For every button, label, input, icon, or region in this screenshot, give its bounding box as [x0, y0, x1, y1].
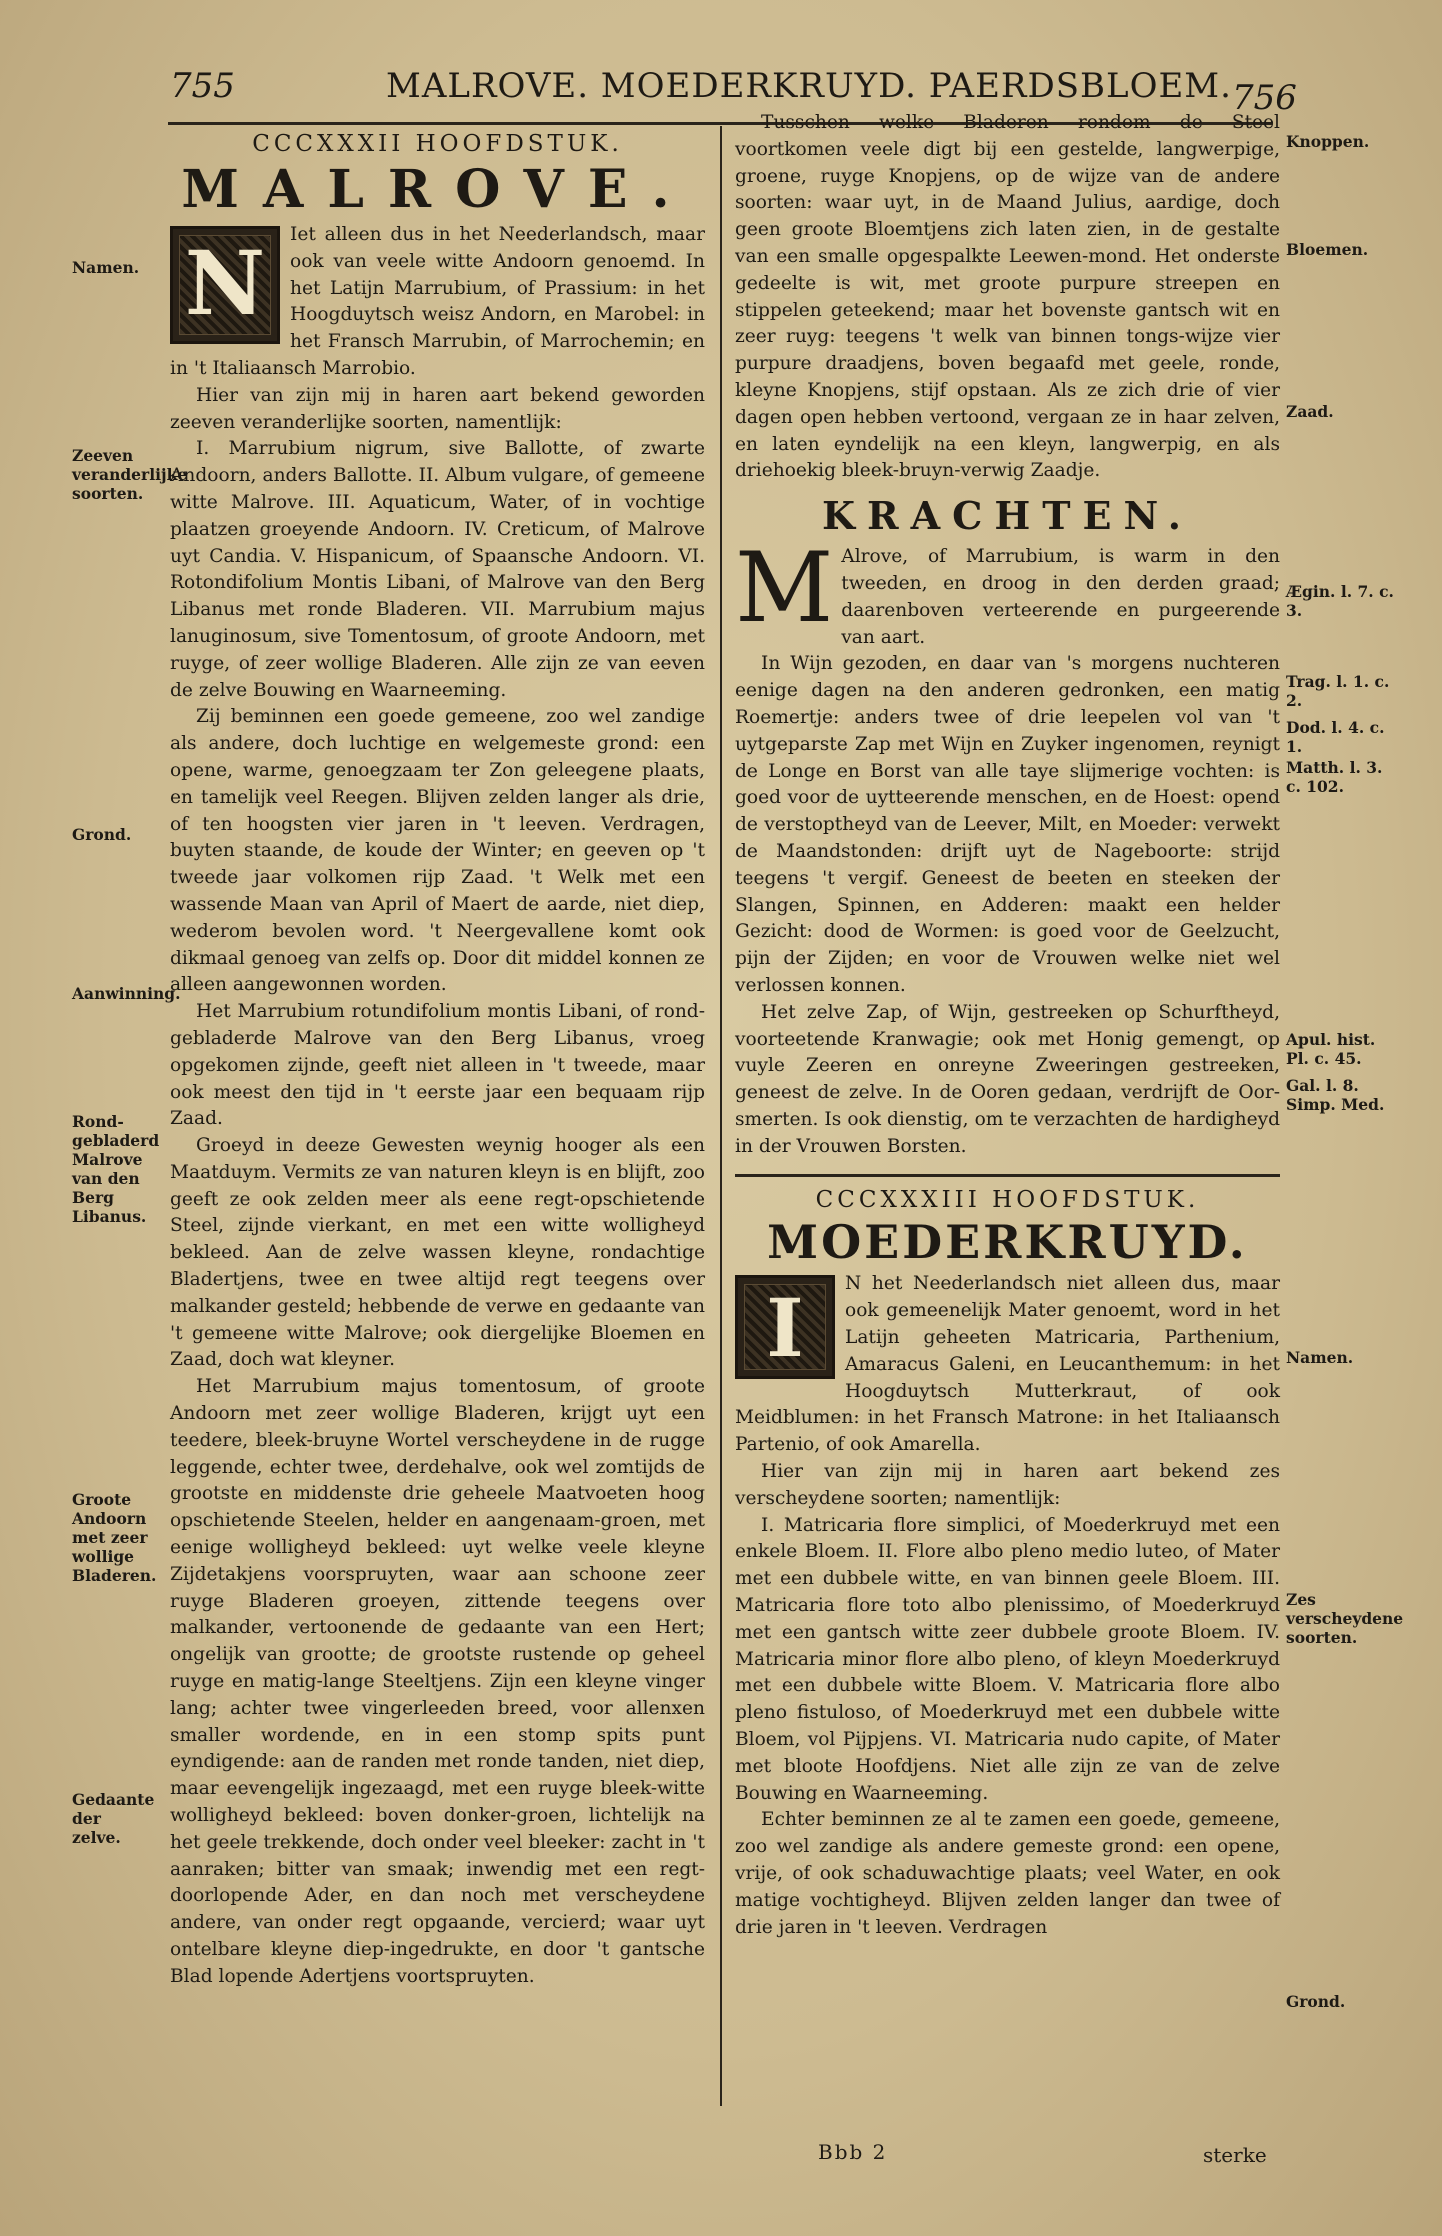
- margin-note-gal: Gal. l. 8. Simp. Med.: [1286, 1076, 1385, 1114]
- margin-note-aegin: Ægin. l. 7. c. 3.: [1286, 582, 1394, 620]
- paragraph: Iet alleen dus in het Neederlandsch, maar ook van veele witte Andoorn genoemd. In het Latijn Marrubium, of Prassium: in het Hoogduytsch weisz Andorn, en Marobel: in het Fransch Marrubin, of Marrochemin; en in 't Italiaansch Marrobio.: [170, 224, 705, 379]
- left-column: [170, 125, 705, 1991]
- signature-mark: Bbb 2: [818, 2140, 888, 2164]
- chapter-heading-2: CCCXXXIII HOOFDSTUK.: [815, 1187, 1200, 1214]
- initial-letter-2: I: [766, 1281, 804, 1376]
- right-column: [735, 110, 1280, 1941]
- paragraph: I. Matricaria flore simplici, of Moederkruyd met een enkele Bloem. II. Flore albo pleno medio luteo, of Mater met een dubbele witte, en van binnen geele Bloem. III. Matricaria flore toto albo plenissimo, of Moederkruyd met een gantsch witte zeer dubbele groote Bloem. IV. Matricaria minor flore albo pleno, of kleyn Moederkruyd met een dubbele witte Bloem. V. Matricaria flore albo pleno fistuloso, of Moederkruyd met een dubbele witte Bloem, vol Pijpjens. VI. Matricaria nudo capite, of Mater met bloote Hoofdjens. Niet alle zijn ze van de zelve Bouwing en Waarneeming.: [735, 1514, 1280, 1804]
- margin-note-trag: Trag. l. 1. c. 2.: [1286, 672, 1390, 710]
- column-rule: [720, 126, 722, 2106]
- margin-note-zes-soorten: Zes verscheydene soorten.: [1286, 1590, 1404, 1647]
- margin-note-namen-2: Namen.: [1286, 1348, 1354, 1367]
- paragraph: N het Neederlandsch niet alleen dus, maar ook gemeenelijk Mater genoemt, word in het Latijn geheeten Matricaria, Parthenium, Amaracus Galeni, en Leucanthemum: in het Hoogduytsch Mutterkraut, of ook Meidblumen: in het Fransch Matrone: in het Italiaansch Partenio, of ook Amarella.: [735, 1273, 1280, 1456]
- paragraph: Echter beminnen ze al te zamen een goede, gemeene, zoo wel zandige als andere gemeste grond: een opene, vrije, of ook schaduwachtige plaats; veel Water, en ook matige vochtigheyd. Blijven zelden langer dan twee of drie jaren in 't leeven. Verdragen: [735, 1809, 1280, 1938]
- margin-note-matth: Matth. l. 3. c. 102.: [1286, 758, 1383, 796]
- margin-note-apul: Apul. hist. Pl. c. 45.: [1286, 1030, 1376, 1068]
- paragraph: Hier van zijn mij in haren aart bekend geworden zeeven veranderlijke soorten, namentlijk:: [170, 384, 705, 433]
- section-divider: [735, 1174, 1280, 1177]
- paragraph: Het Marrubium rotundifolium montis Libani, of rond-gebladerde Malrove van den Berg Libanus, vroeg opgekomen zijnde, geeft niet alleen in 't tweede, maar ook meest den tijd in 't eerste jaar een bequaam rijp Zaad.: [170, 1001, 705, 1130]
- paragraph: Groeyd in deeze Gewesten weynig hooger als een Maatduym. Vermits ze van naturen kleyn is en blijft, zoo geeft ze ook zelden meer als eene regt-opschietende Steel, zijnde vierkant, en met een witte wolligheyd bekleed. Aan de zelve wassen kleyne, rondachtige Bladertjens, twee en twee altijd regt teegens over malkander gesteld; hebbende de verwe en gedaante van 't gemeene witte Malrove; ook diergelijke Bloemen en Zaad, doch wat kleyner.: [170, 1135, 705, 1371]
- page-number-right: 756: [1232, 78, 1297, 118]
- paragraph: Het Marrubium majus tomentosum, of groote Andoorn met zeer wollige Bladeren, krijgt uyt een teedere, bleek-bruyne Wortel verscheydene in de rugge leggende, echter twee, derdehalve, ook wel zomtijds de grootste en middenste drie geheele Maatvoeten hoog opschietende Steelen, helder en aangenaam-groen, met eenige wolligheyd bekleed: uyt welke veele kleyne Zijdetakjens voorspruyten, waar aan schoone zeer ruyge Bladeren groeyen, zittende teegens over malkander, vertoonende de gedaante van een Hert; ongelijk van grootte; de grootste rustende op geheel ruyge en matig-lange Steeltjens. Zijn een kleyne vinger lang; achter twee vingerleeden breed, voor allenxen smaller wordende, en in een stomp spits punt eyndigende: aan de randen met ronde tanden, niet diep, maar eevengelijk ingezaagd, met een ruyge bleek-witte wolligheyd bekleed: boven donker-groen, lichtelijk na het geele trekkende, doch onder veel bleeker: zacht in 't aanraken; bitter van smaak; inwendig met een regt-doorlopende Ader, en dan noch met verscheydene andere, van onder regt opgaande, vercierd; waar uyt ontelbare kleyne diep-ingedrukte, en door 't gantsche Blad lopende Adertjens voortspruyten.: [170, 1376, 705, 1987]
- margin-note-aanwinning: Aanwinning.: [72, 984, 181, 1003]
- chapter-heading: CCCXXXII HOOFDSTUK.: [252, 131, 623, 157]
- chapter-title: MALROVE.: [181, 159, 694, 220]
- initial-letter-m: M: [735, 532, 834, 645]
- margin-note-groote-andoorn: Groote Andoorn met zeer wollige Bladeren.: [72, 1490, 157, 1585]
- page-number-left: 755: [170, 66, 235, 106]
- paragraph: Hier van zijn mij in haren aart bekend zes verscheydene soorten; namentlijk:: [735, 1461, 1280, 1509]
- section-title-krachten: KRACHTEN.: [821, 493, 1193, 539]
- margin-note-rond-gebladerd: Rond-gebladerd Malrove van den Berg Libanus.: [72, 1112, 160, 1226]
- margin-note-dod: Dod. l. 4. c. 1.: [1286, 718, 1385, 756]
- margin-note-grond-2: Grond.: [1286, 1992, 1346, 2011]
- margin-note-zaad: Zaad.: [1286, 402, 1334, 421]
- ornamental-initial: [170, 226, 280, 344]
- paragraph: I. Marrubium nigrum, sive Ballotte, of zwarte Andoorn, anders Ballotte. II. Album vulgare, of gemeene witte Malrove. III. Aquaticum, Water, of in vochtige plaatzen groeyende Andoorn. IV. Creticum, of Malrove uyt Candia. V. Hispanicum, of Spaansche Andoorn. VI. Rotondifolium Montis Libani, of Malrove van den Berg Libanus met ronde Bladeren. VII. Marrubium majus lanuginosum, sive Tomentosum, of groote Andoorn, met ruyge, of zeer wollige Bladeren. Alle zijn ze van eeven de zelve Bouwing en Waarneeming.: [170, 438, 705, 701]
- margin-note-gedaante: Gedaante der zelve.: [72, 1790, 155, 1847]
- margin-note-knoppen: Knoppen.: [1286, 132, 1370, 151]
- catchword: sterke: [1203, 2143, 1267, 2167]
- chapter-title-2: MOEDERKRUYD.: [767, 1215, 1248, 1270]
- page-header: [0, 66, 1442, 116]
- paragraph: Het zelve Zap, of Wijn, gestreeken op Schurftheyd, voorteetende Kranwagie; ook met Honig gemengt, op vuyle Zeeren en onreyne Zweeringen gestreeken, geneest de zelve. In de Ooren gedaan, verdrijft de Oor-smerten. Is ook dienstig, om te verzachten de hardigheyd in der Vrouwen Borsten.: [735, 1001, 1280, 1157]
- initial-letter: N: [184, 231, 266, 335]
- margin-note-namen: Namen.: [72, 258, 140, 277]
- paragraph: In Wijn gezoden, en daar van 's morgens nuchteren eenige dagen na den anderen gedronken, een matig Roemertje: anders twee of drie leepelen vol van 't uytgeparste Zap met Wijn en Zuyker ingenomen, reynigt de Longe en Borst van alle taye slijmerige vochten: is goed voor de uytteerende menschen, en de Hoest: opend de verstoptheyd van de Leever, Milt, en Moeder: verwekt de Maandstonden: drijft uyt de Nageboorte: strijd teegens 't vergif. Geneest de beeten en steeken der Slangen, Spinnen, en Adderen: maakt een helder Gezicht: dood de Wormen: is goed voor de Geelzucht, pijn der Zijden; en voor de Vrouwen welke niet wel verlossen konnen.: [735, 653, 1280, 996]
- paragraph: Tusschen welke Bladeren rondom de Steel voortkomen veele digt bij een gestelde, langwerpige, groene, ruyge Knopjens, op de wijze van de andere soorten: waar uyt, in de Maand Julius, aardige, doch geen groote Bloemtjens zich laten zien, in de gestalte van een smalle opgespalkte Leewen-mond. Het onderste gedeelte is wit, met groote purpure streepen en stippelen geteekend; maar het bovenste gantsch wit en zeer ruyg: teegens 't welk van binnen tongs-wijze vier purpure draadjens, boven begaafd met geele, ronde, kleyne Knopjens, stijf opstaan. Als ze zich drie of vier dagen open hebben vertoond, vergaan ze in haar zelven, en laten eyndelijk na een kleyn, langwerpig, en als driehoekig bleek-bruyn-verwig Zaadje.: [735, 112, 1280, 482]
- paragraph: Alrove, of Marrubium, is warm in den tweeden, en droog in den derden graad; daarenboven verteerende en purgeerende van aart.: [841, 546, 1280, 648]
- paragraph: Zij beminnen een goede gemeene, zoo wel zandige als andere, doch luchtige en welgemeste grond: een opene, warme, genoegzaam ter Zon geleegene plaats, en tamelijk veel Reegen. Blijven zelden langer als drie, of ten hoogsten vier jaren in 't leeven. Verdragen, buyten staande, de koude der Winter; en geeven op 't tweede jaar volkomen rijp Zaad. 't Welk met een wassende Maan van April of Maert de aarde, niet diep, wederom bevolen word. 't Neergevallene komt ook dikmaal genoeg van zelfs op. Door dit middel konnen ze alleen aangewonnen worden.: [170, 706, 705, 996]
- margin-note-soorten: Zeeven veranderlijke soorten.: [72, 446, 188, 503]
- margin-note-bloemen: Bloemen.: [1286, 240, 1369, 259]
- ornamental-initial-2: [735, 1275, 835, 1379]
- running-head: MALROVE. MOEDERKRUYD. PAERDSBLOEM.: [386, 66, 1232, 106]
- margin-note-grond: Grond.: [72, 825, 132, 844]
